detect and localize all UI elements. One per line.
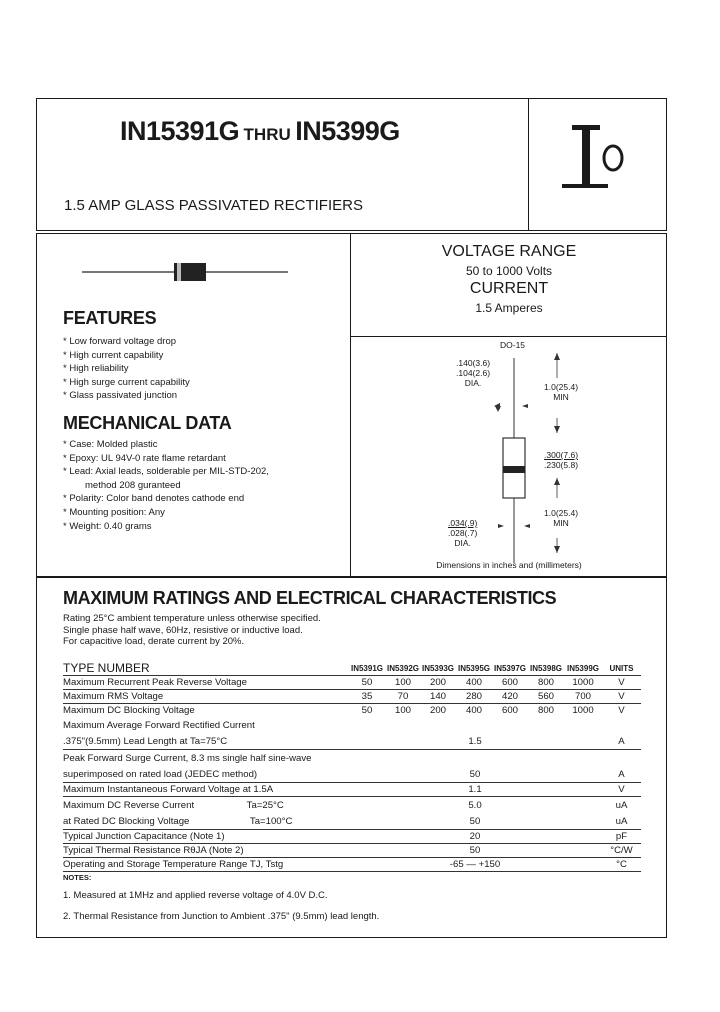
dim-wire-dia (448, 518, 477, 548)
mechanical-list (63, 438, 269, 533)
row-label: .375"(9.5mm) Lead Length at Ta=75°C (63, 733, 348, 750)
page-subtitle: 1.5 AMP GLASS PASSIVATED RECTIFIERS (64, 197, 363, 214)
list-item: * High surge current capability (63, 376, 190, 388)
part-from: IN15391G (120, 116, 240, 146)
features-heading: FEATURES (63, 308, 157, 328)
row-label (63, 813, 348, 830)
dim-unit: MIN (553, 392, 569, 402)
unit-cell: °C/W (602, 844, 641, 858)
unit-cell: V (618, 705, 625, 716)
dim-value: .140(3.6) (456, 358, 491, 368)
row-label-text: at Rated DC Blocking Voltage (63, 815, 190, 827)
ratings-table (63, 661, 641, 872)
cell: 200 (429, 705, 446, 716)
features-list (63, 335, 190, 403)
header-divider (528, 98, 529, 231)
type-number-label: TYPE NUMBER (63, 661, 348, 676)
ratings-heading: MAXIMUM RATINGS AND ELECTRICAL CHARACTERISTICS (63, 588, 557, 608)
cell: 1000 (564, 676, 602, 690)
info-divider-v (350, 233, 351, 577)
dim-value: .230(5.8) (544, 460, 579, 470)
table-header-row (63, 661, 641, 676)
column-header: IN5395G (456, 661, 492, 676)
list-item: * Mounting position: Any (63, 506, 165, 518)
current-value: 1.5 Amperes (475, 301, 543, 315)
unit-cell: V (602, 690, 641, 704)
page-title (120, 116, 400, 147)
cell: 280 (456, 690, 492, 704)
list-item: * Glass passivated junction (63, 390, 178, 402)
row-label: superimposed on rated load (JEDEC method) (63, 766, 348, 783)
cell: 50 (348, 844, 602, 858)
column-header: IN5397G (492, 661, 528, 676)
dim-lead-bottom (544, 508, 578, 528)
thru-label: THRU (243, 125, 291, 144)
cell: 70 (386, 690, 420, 704)
unit-cell: uA (615, 799, 628, 811)
condition-text: Ta=100°C (249, 815, 293, 827)
list-item: * Weight: 0.40 grams (63, 520, 152, 532)
column-header: IN5398G (528, 661, 564, 676)
dim-body-length (544, 450, 578, 470)
list-item: * High current capability (63, 349, 164, 361)
diode-illustration (82, 262, 288, 282)
dim-value: 1.0(25.4) (544, 382, 579, 392)
dim-value: 1.0(25.4) (544, 508, 579, 518)
voltage-range-value: 50 to 1000 Volts (465, 264, 553, 278)
list-item: * Lead: Axial leads, solderable per MIL-STD-202, (63, 466, 269, 478)
condition-line: Single phase half wave, 60Hz, resistive or inductive load. (63, 624, 303, 636)
cell: 200 (420, 676, 456, 690)
list-item: method 208 guranteed (85, 479, 181, 491)
table-row (63, 797, 641, 814)
unit-cell: pF (602, 830, 641, 844)
note-item: 1. Measured at 1MHz and applied reverse voltage of 4.0V D.C. (63, 890, 328, 901)
list-item: * Epoxy: UL 94V-0 rate flame retardant (63, 452, 226, 464)
table-row (63, 783, 641, 797)
dim-unit: DIA. (464, 378, 482, 388)
notes-section (63, 873, 379, 922)
unit-cell: A (602, 766, 641, 783)
table-row (63, 813, 641, 830)
cell: 20 (348, 830, 602, 844)
table-row (63, 844, 641, 858)
cell: 5.0 (468, 799, 482, 811)
table-row (63, 858, 641, 872)
cell: 400 (465, 705, 482, 716)
cell: 50 (348, 766, 602, 783)
company-logo (560, 122, 640, 202)
cell: 140 (420, 690, 456, 704)
dim-value: .028(.7) (448, 528, 478, 538)
row-label (63, 797, 348, 814)
cell: 400 (456, 676, 492, 690)
notes-heading: NOTES: (63, 873, 92, 882)
cell: 50 (348, 813, 602, 830)
ratings-conditions (63, 613, 321, 648)
dim-value: .300(7.6) (544, 450, 579, 460)
row-label: Operating and Storage Temperature Range TJ, Tstg (63, 858, 348, 872)
table-row (63, 704, 641, 718)
row-label-text: Maximum DC Reverse Current (63, 799, 195, 811)
table-row (63, 733, 641, 750)
table-row (63, 830, 641, 844)
cell: 600 (501, 705, 518, 716)
cell: 800 (537, 705, 554, 716)
condition-line: Rating 25°C ambient temperature unless otherwise specified. (63, 613, 321, 624)
cell: 600 (492, 676, 528, 690)
row-label: Peak Forward Surge Current, 8.3 ms single half sine-wave (63, 752, 312, 764)
row-label: Maximum RMS Voltage (63, 690, 348, 704)
info-divider-h (350, 336, 667, 337)
cell: 100 (394, 705, 411, 716)
dim-value: .104(2.6) (456, 368, 491, 378)
row-label: Maximum Instantaneous Forward Voltage at 1.5A (63, 783, 348, 797)
voltage-current-summary (352, 243, 666, 315)
dim-body-dia (456, 358, 490, 388)
unit-cell: A (602, 733, 641, 750)
part-to: IN5399G (295, 116, 400, 146)
list-item: * High reliability (63, 363, 129, 375)
cell: 420 (492, 690, 528, 704)
unit-cell: V (602, 783, 641, 797)
column-header: IN5392G (386, 661, 420, 676)
cell: -65 — +150 (348, 858, 602, 872)
condition-line: For capacitive load, derate current by 20%. (63, 636, 245, 647)
dim-unit: MIN (553, 518, 569, 528)
table-row (63, 676, 641, 690)
column-header: IN5391G (348, 661, 386, 676)
package-drawing (352, 338, 666, 576)
table-row (63, 766, 641, 783)
list-item: * Case: Molded plastic (63, 439, 158, 450)
table-row (63, 750, 641, 767)
package-name: DO-15 (500, 340, 526, 350)
cell: 50 (348, 676, 386, 690)
cell: 1.1 (348, 783, 602, 797)
cell: 1000 (572, 705, 594, 716)
diode-icon (82, 262, 288, 282)
dim-lead-top (544, 382, 578, 402)
cell: 100 (386, 676, 420, 690)
unit-cell: °C (602, 858, 641, 872)
row-label: Maximum DC Blocking Voltage (63, 705, 195, 716)
cell: 1.5 (348, 733, 602, 750)
current-label: CURRENT (469, 280, 549, 297)
unit-cell: V (602, 676, 641, 690)
package-outline-icon (352, 338, 666, 576)
cell: 35 (348, 690, 386, 704)
unit-cell: uA (602, 813, 641, 830)
column-header: IN5399G (564, 661, 602, 676)
row-label: Typical Junction Capacitance (Note 1) (63, 830, 348, 844)
list-item: * Polarity: Color band denotes cathode end (63, 493, 245, 505)
condition-text: Ta=25°C (246, 799, 284, 811)
row-label: Typical Thermal Resistance RθJA (Note 2) (63, 844, 348, 858)
row-label: Maximum Recurrent Peak Reverse Voltage (63, 676, 348, 690)
table-row (63, 690, 641, 704)
list-item: * Low forward voltage drop (63, 336, 177, 347)
column-header: IN5393G (420, 661, 456, 676)
logo-icon (560, 122, 640, 202)
dim-value: .034(.9) (448, 518, 478, 528)
voltage-range-label: VOLTAGE RANGE (441, 243, 577, 260)
package-caption: Dimensions in inches and (millimeters) (436, 560, 582, 570)
dim-unit: DIA. (454, 538, 471, 548)
row-label: Maximum Average Forward Rectified Current (63, 719, 255, 731)
column-header: UNITS (602, 661, 641, 676)
cell: 50 (361, 705, 373, 716)
cell: 560 (528, 690, 564, 704)
cell: 700 (564, 690, 602, 704)
mechanical-heading: MECHANICAL DATA (63, 413, 232, 433)
note-item: 2. Thermal Resistance from Junction to Ambient .375" (9.5mm) lead length. (63, 911, 380, 922)
cell: 800 (528, 676, 564, 690)
table-row (63, 717, 641, 733)
